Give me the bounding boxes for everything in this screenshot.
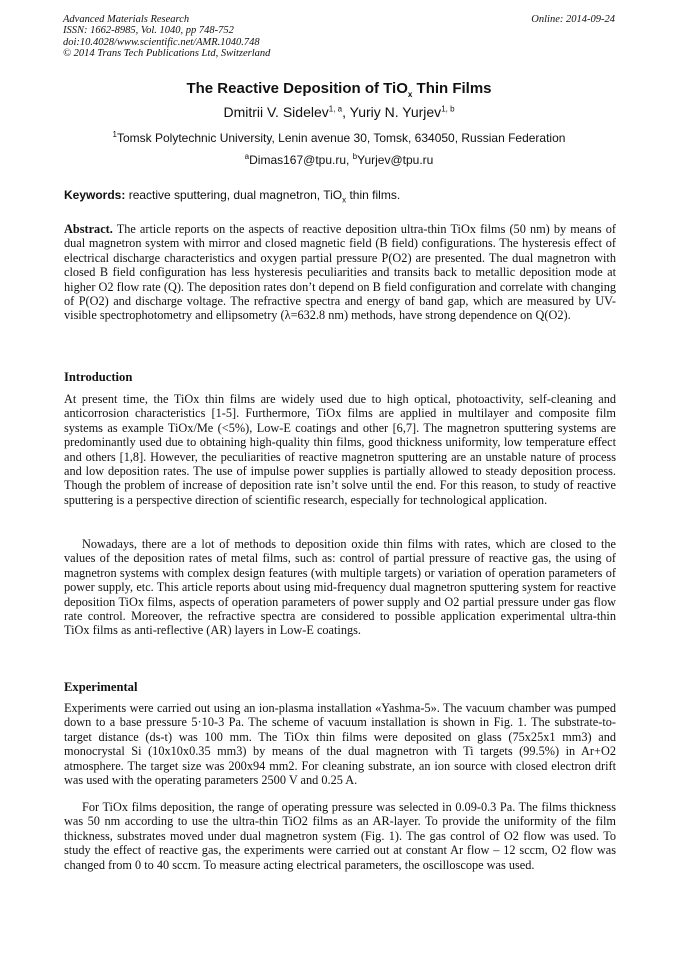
issn-line: ISSN: 1662-8985, Vol. 1040, pp 748-752 [63,25,234,37]
introduction-paragraph-1: At present time, the TiOx thin films are widely used due to high optical, photoactivity, self-cleaning and anticorrosion characteristics [1-5]. Furthermore, TiOx films are applied in multilayer and composite film systems as example TiOx/Me (<5%), Low-E coatings and other [6,7]. The magnetron sputtering systems are predominantly used due to obtaining high-quality thin films, good thickness uniformity, low temperature effect and others [1,8]. However, the peculiarities of reactive magnetron sputtering are an unstable nature of process and low deposition rates. The use of impulse power supplies is partially allowed to steady deposition process. Though the problem of increase of deposition rate isn’t solve until the end. For this reason, to study of reactive sputtering is a perspective direction of scientific research, especially for technological application. [64,392,616,507]
introduction-heading: Introduction [64,370,133,384]
email-b-sup: b [352,152,358,161]
abstract-label: Abstract. [64,222,113,236]
author-2: Yuriy N. Yurjev [349,104,442,120]
keywords-tail: thin films. [346,188,401,202]
email-a-sup: a [244,152,250,161]
keywords-subscript: x [342,195,347,205]
author-separator: , [342,104,350,120]
title-subscript: x [407,90,413,99]
affiliation [0,131,678,145]
author-list [0,104,678,120]
keywords-label: Keywords: [64,188,126,202]
author-1: Dmitrii V. Sidelev [223,104,329,120]
affiliation-text: Tomsk Polytechnic University, Lenin avenue 30, Tomsk, 634050, Russian Federation [116,131,566,145]
paper-title [0,80,678,97]
introduction-paragraph-2: Nowadays, there are a lot of methods to deposition oxide thin films with rates, which are closed to the values of the deposition rates of metal films, such as: control of partial pressure of reactive gas, the using of magnetron systems with complex design features (with multiple targets) or variation of operation parameters of power supply, etc. This article reports about using mid-frequency dual magnetron sputtering system for reactive deposition TiOx films, aspects of operation parameters of power supply and O2 partial pressure under gas flow rate control. Moreover, the refractive spectra are considered to possible application experimental ultra-thin TiOx films as anti-reflective (AR) layers in Low-E coatings. [64,537,616,638]
author-1-sup: 1, a [328,104,343,114]
author-2-sup: 1, b [441,104,455,114]
abstract-text: The article reports on the aspects of reactive deposition ultra-thin TiOx films (50 nm) by means of dual magnetron system with mirror and closed magnetic field (B field) configurations. The hysteresis effect of electrical discharge characteristics and oxygen partial pressure P(O2) are presented. The dual magnetron with closed B field configuration has less hysteresis peculiarities and transits back to metallic deposition mode at higher O2 flow rate (Q). The deposition rates don’t depend on B field configuration and correlate with changing of P(O2) and discharge voltage. The refractive spectra and energy of band gap, which are measured by UV-visible spectrophotometry and ellipsometry (λ=632.8 nm) methods, have strong dependence on Q(O2). [64,222,616,323]
experimental-heading: Experimental [64,680,138,694]
journal-name: Advanced Materials Research [63,14,190,25]
experimental-paragraph-1: Experiments were carried out using an ion-plasma installation «Yashma-5». The vacuum chamber was pumped down to a base pressure 5·10-3 Pa. The scheme of vacuum installation is shown in Fig. 1. The substrate-to-target distance (ds-t) was 100 mm. The TiOx thin films were deposited on glass (75x25x1 mm3) and monocrystal Si (10x10x0.35 mm3) by means of the dual magnetron with Ti targets (99.5%) in Ar+O2 atmosphere. The target size was 200x94 mm2. For cleaning substrate, an ion source with closed electron drift was used with the operating parameters 2500 V and 0.25 A. [64,701,616,788]
online-date: Online: 2014-09-24 [531,14,615,25]
copyright-line: © 2014 Trans Tech Publications Ltd, Switzerland [63,48,271,60]
experimental-paragraph-2: For TiOx films deposition, the range of operating pressure was selected in 0.09-0.3 Pa. The films thickness was 50 nm according to use the ultra-thin TiO2 films as an AR-layer. To provide the uniformity of the film thickness, substrates moved under dual magnetron system (Fig. 1). The gas control of O2 flow was used. To study the effect of reactive gas, the experiments were carried out at constant Ar flow – 12 sccm, O2 flow was changed from 0 to 40 sccm. To measure acting electrical parameters, the oscilloscope was used. [64,800,616,872]
title-tail: Thin Films [412,80,492,97]
email-a: Dimas167@tpu.ru, [249,153,353,167]
affiliation-sup: 1 [112,130,117,139]
keywords [64,188,616,205]
journal-header [63,14,615,60]
email-line [0,153,678,167]
email-b: Yurjev@tpu.ru [357,153,434,167]
keywords-text: reactive sputtering, dual magnetron, TiO [125,188,343,202]
doi-line: doi:10.4028/www.scientific.net/AMR.1040.748 [63,36,260,48]
title-main: The Reactive Deposition of TiO [186,80,408,97]
abstract [64,222,616,323]
